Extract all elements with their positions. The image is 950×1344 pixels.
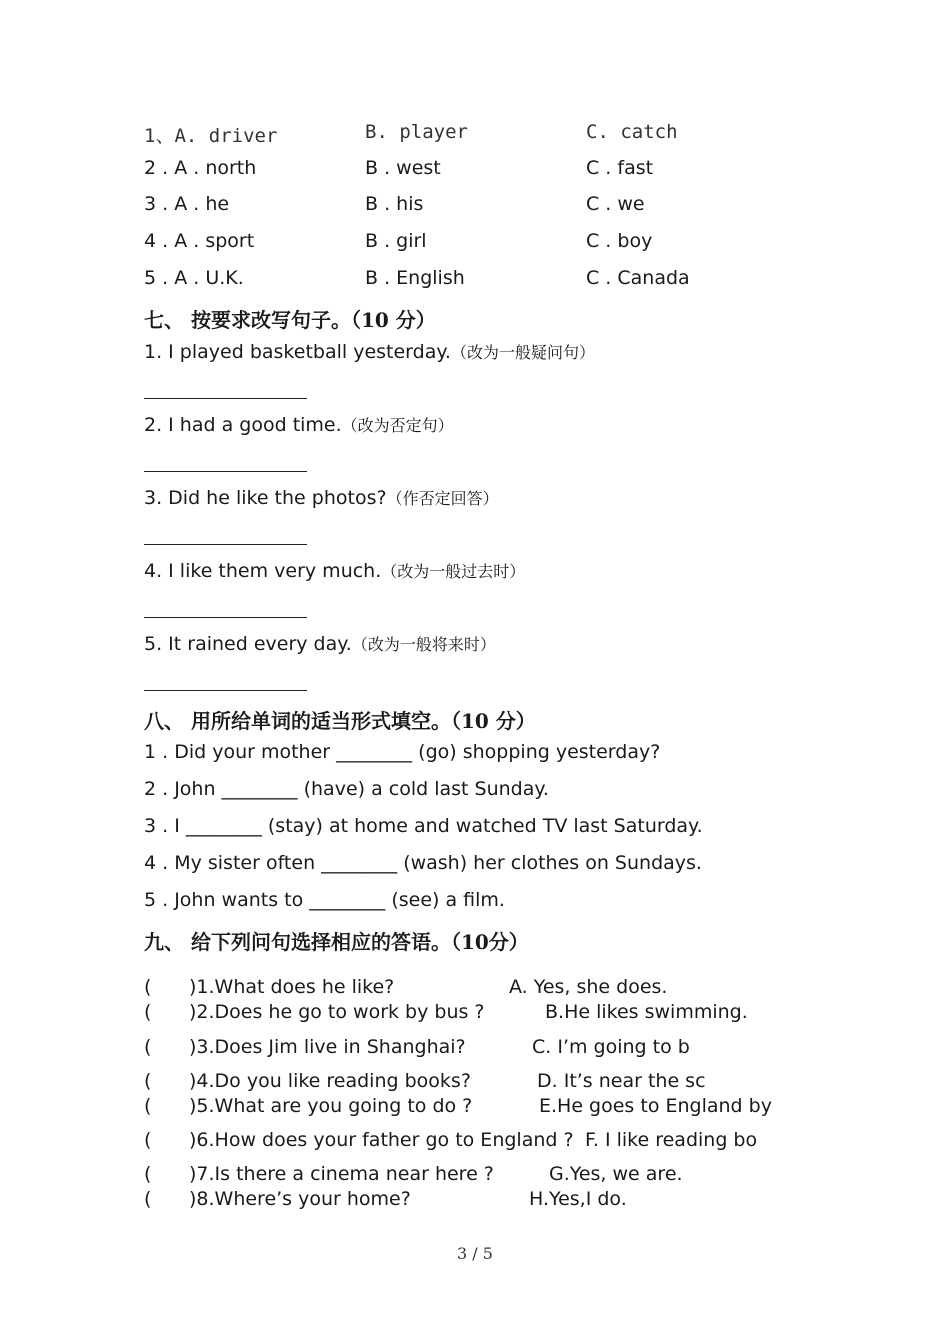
answer-blank-5[interactable] <box>144 690 307 691</box>
rewrite-item-note: （改为一般疑问句） <box>450 343 595 362</box>
rewrite-item-text: 4. I like them very much. <box>144 560 382 582</box>
rewrite-item-note: （作否定回答） <box>386 489 499 508</box>
rewrite-item-note: （改为否定句） <box>341 416 454 435</box>
match-paren: ( <box>144 1095 152 1117</box>
rewrite-item-2 <box>144 413 454 436</box>
choice-row-3-b: B . his <box>365 193 424 215</box>
match-paren: ( <box>144 976 152 998</box>
rewrite-item-text: 3. Did he like the photos? <box>144 487 387 509</box>
fill-blank-item-1: 1 . Did your mother ________ (go) shopping yesterday? <box>144 741 661 763</box>
choice-row-2-b: B . west <box>365 157 441 179</box>
rewrite-item-note: （改为一般将来时） <box>351 635 496 654</box>
rewrite-item-text: 1. I played basketball yesterday. <box>144 341 451 363</box>
match-paren: ( <box>144 1070 152 1092</box>
match-question-4: )4.Do you like reading books? <box>189 1070 471 1092</box>
choice-row-1-c: C. catch <box>586 121 678 143</box>
match-answer-g: G.Yes, we are. <box>549 1163 683 1185</box>
answer-blank-1[interactable] <box>144 398 307 399</box>
choice-row-3-c: C . we <box>586 193 645 215</box>
choice-row-1-a: 1、A. driver <box>144 125 278 147</box>
choice-row-5-b: B . English <box>365 267 465 289</box>
match-answer-h: H.Yes,I do. <box>529 1188 627 1210</box>
match-answer-f: F. I like reading bo <box>585 1129 758 1151</box>
match-question-1: )1.What does he like? <box>189 976 395 998</box>
choice-row-5-c: C . Canada <box>586 267 690 289</box>
rewrite-item-3 <box>144 486 499 509</box>
match-paren: ( <box>144 1001 152 1023</box>
choice-row-2-c: C . fast <box>586 157 654 179</box>
match-paren: ( <box>144 1129 152 1151</box>
choice-row-3-a: 3 . A . he <box>144 193 230 215</box>
fill-blank-item-4: 4 . My sister often ________ (wash) her clothes on Sundays. <box>144 852 702 874</box>
section-7-heading: 七、 按要求改写句子。（10 分） <box>144 308 436 332</box>
rewrite-item-1 <box>144 340 595 363</box>
fill-blank-item-5: 5 . John wants to ________ (see) a film. <box>144 889 505 911</box>
choice-row-4-a: 4 . A . sport <box>144 230 255 252</box>
choice-row-2-a: 2 . A . north <box>144 157 257 179</box>
match-answer-c: C. I’m going to b <box>532 1036 690 1058</box>
match-answer-e: E.He goes to England by <box>539 1095 772 1117</box>
match-question-7: )7.Is there a cinema near here ? <box>189 1163 494 1185</box>
match-paren: ( <box>144 1163 152 1185</box>
match-paren: ( <box>144 1036 152 1058</box>
answer-blank-4[interactable] <box>144 617 307 618</box>
match-question-8: )8.Where’s your home? <box>189 1188 411 1210</box>
choice-row-5-a: 5 . A . U.K. <box>144 267 244 289</box>
rewrite-item-text: 2. I had a good time. <box>144 414 342 436</box>
rewrite-item-text: 5. It rained every day. <box>144 633 352 655</box>
choice-row-4-c: C . boy <box>586 230 653 252</box>
section-8-heading: 八、 用所给单词的适当形式填空。（10 分） <box>144 709 536 733</box>
fill-blank-item-2: 2 . John ________ (have) a cold last Sunday. <box>144 778 549 800</box>
answer-blank-2[interactable] <box>144 471 307 472</box>
match-paren: ( <box>144 1188 152 1210</box>
choice-row-1-b: B. player <box>365 121 468 143</box>
match-answer-b: B.He likes swimming. <box>545 1001 748 1023</box>
rewrite-item-4 <box>144 559 525 582</box>
page-number: 3 / 5 <box>457 1244 493 1263</box>
match-question-3: )3.Does Jim live in Shanghai? <box>189 1036 466 1058</box>
answer-blank-3[interactable] <box>144 544 307 545</box>
section-9-heading: 九、 给下列问句选择相应的答语。（10分） <box>144 930 529 954</box>
match-question-2: )2.Does he go to work by bus ? <box>189 1001 485 1023</box>
fill-blank-item-3: 3 . I ________ (stay) at home and watched TV last Saturday. <box>144 815 703 837</box>
choice-row-4-b: B . girl <box>365 230 427 252</box>
rewrite-item-note: （改为一般过去时） <box>381 562 526 581</box>
rewrite-item-5 <box>144 632 496 655</box>
match-question-5: )5.What are you going to do ? <box>189 1095 473 1117</box>
match-answer-a: A. Yes, she does. <box>509 976 668 998</box>
match-answer-d: D. It’s near the sc <box>537 1070 706 1092</box>
match-question-6: )6.How does your father go to England ? <box>189 1129 574 1151</box>
